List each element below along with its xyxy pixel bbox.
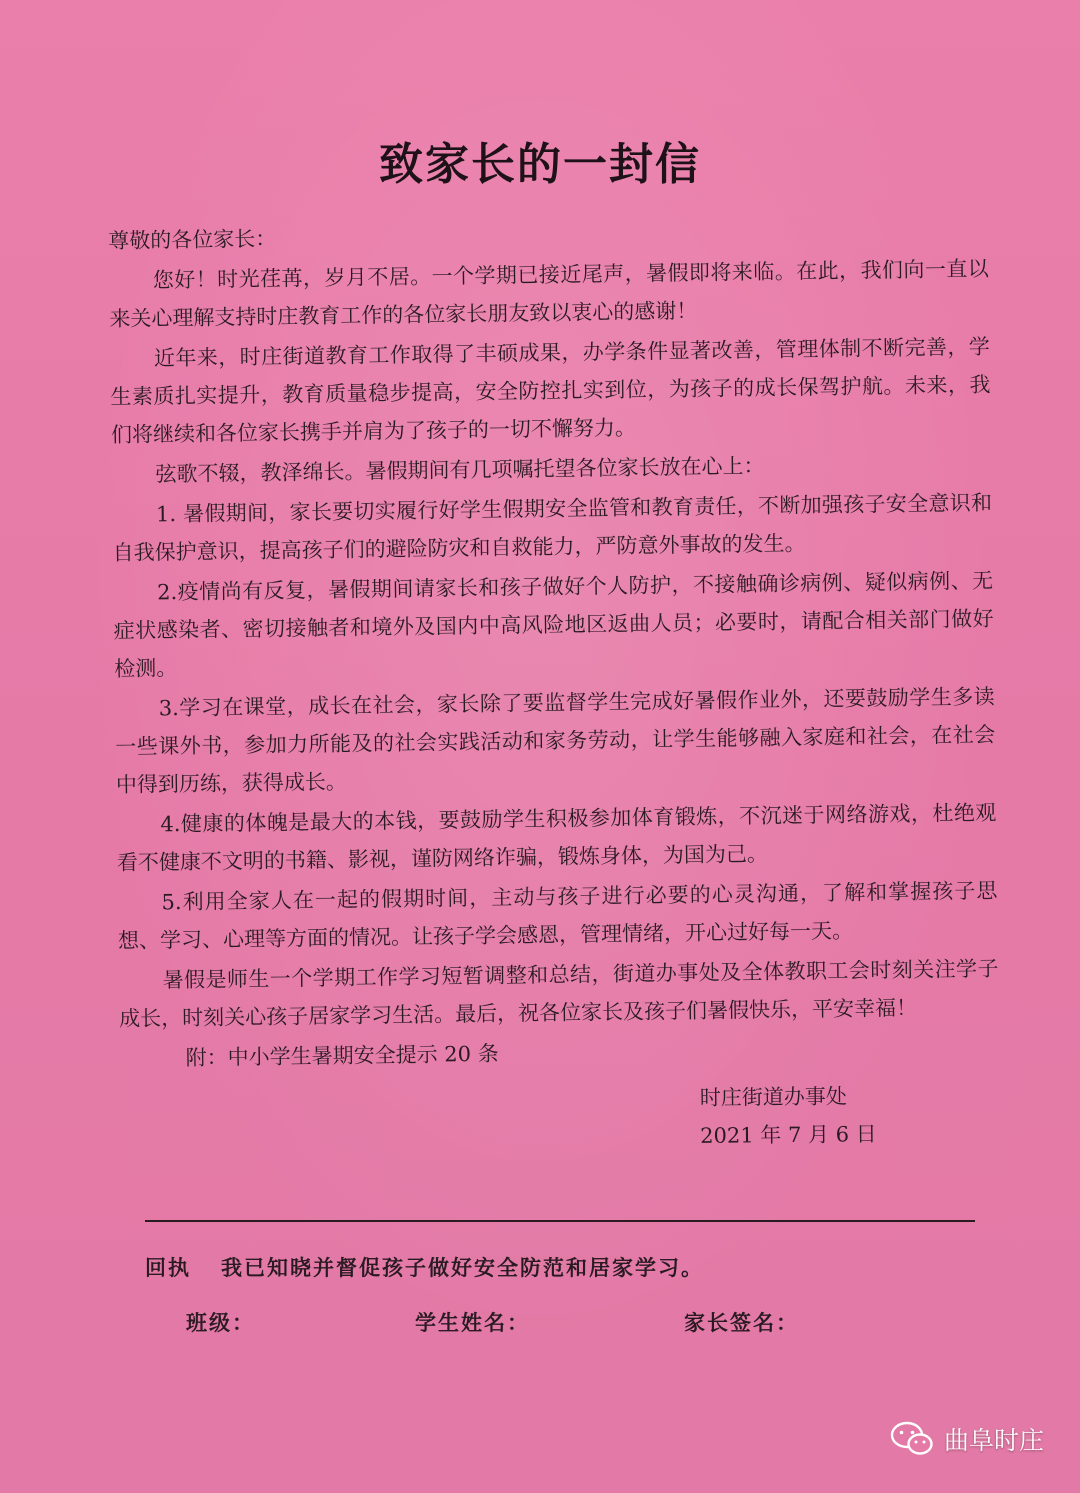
class-field-label: 班级： bbox=[186, 1311, 255, 1335]
letter-body bbox=[108, 210, 1000, 1080]
watermark-text: 曲阜时庄 bbox=[943, 1426, 1044, 1455]
paragraph-intro: 弦歌不辍，教泽绵长。暑假期间有几项嘱托望各位家长放在心上： bbox=[155, 453, 765, 487]
cut-line-divider bbox=[145, 1220, 975, 1222]
signature-date: 2021 年 7 月 6 日 bbox=[700, 1122, 877, 1148]
list-item-study: 3.学习在课堂，成长在社会，家长除了要监督学生完成好暑假作业外，还要鼓励学生多读一些课外书，参加力所能及的社会实践活动和家务劳动，让学生能够融入家庭和社会，在社会中得到历练，获得成长。 bbox=[115, 684, 996, 797]
signature-block bbox=[700, 1077, 877, 1155]
receipt-text: 我已知晓并督促孩子做好安全防范和居家学习。 bbox=[221, 1256, 704, 1280]
attachment-note: 附：中小学生暑期安全提示 20 条 bbox=[185, 1041, 499, 1070]
list-item-epidemic: 2.疫情尚有反复，暑假期间请家长和孩子做好个人防护，不接触确诊病例、疑似病例、无症状感染者、密切接触者和境外及国内中高风险地区返曲人员；必要时，请配合相关部门做好检测。 bbox=[113, 568, 994, 681]
list-item-communication: 5.利用全家人在一起的假期时间，主动与孩子进行必要的心灵沟通，了解和掌握孩子思想、学习、心理等方面的情况。让孩子学会感恩，管理情绪，开心过好每一天。 bbox=[117, 878, 998, 953]
signature-org: 时庄街道办事处 bbox=[699, 1084, 847, 1110]
list-item-health: 4.健康的体魄是最大的本钱，要鼓励学生积极参加体育锻炼，不沉迷于网络游戏，杜绝观看不健康不文明的书籍、影视，谨防网络诈骗，锻炼身体，为国为己。 bbox=[116, 800, 997, 875]
paragraph-closing: 暑假是师生一个学期工作学习短暂调整和总结，街道办事处及全体教职工会时刻关注学子成长，时刻关心孩子居家学习生活。最后，祝各位家长及孩子们暑假快乐，平安幸福！ bbox=[118, 956, 999, 1031]
list-item-safety: 1. 暑假期间，家长要切实履行好学生假期安全监管和教育责任，不断加强孩子安全意识和自我保护意识，提高孩子们的避险防灾和自救能力，严防意外事故的发生。 bbox=[112, 490, 993, 565]
wechat-icon bbox=[890, 1421, 934, 1457]
salutation: 尊敬的各位家长： bbox=[108, 226, 277, 253]
paragraph-greeting: 您好！时光荏苒，岁月不居。一个学期已接近尾声，暑假即将来临。在此，我们向一直以来关心理解支持时庄教育工作的各位家长朋友致以衷心的感谢！ bbox=[109, 256, 989, 331]
receipt-statement bbox=[145, 1252, 704, 1282]
letter-title: 致家长的一封信 bbox=[379, 139, 701, 190]
watermark bbox=[890, 1421, 1044, 1457]
paragraph-achievements: 近年来，时庄街道教育工作取得了丰硕成果，办学条件显著改善，管理体制不断完善，学生素质扎实提升，教育质量稳步提高，安全防控扎实到位，为孩子的成长保驾护航。未来，我们将继续和各位家长携手并肩为了孩子的一切不懈努力。 bbox=[110, 334, 991, 447]
receipt-label: 回执 bbox=[145, 1256, 191, 1280]
student-name-field-label: 学生姓名： bbox=[415, 1311, 530, 1335]
parent-signature-field-label: 家长签名： bbox=[684, 1311, 799, 1335]
